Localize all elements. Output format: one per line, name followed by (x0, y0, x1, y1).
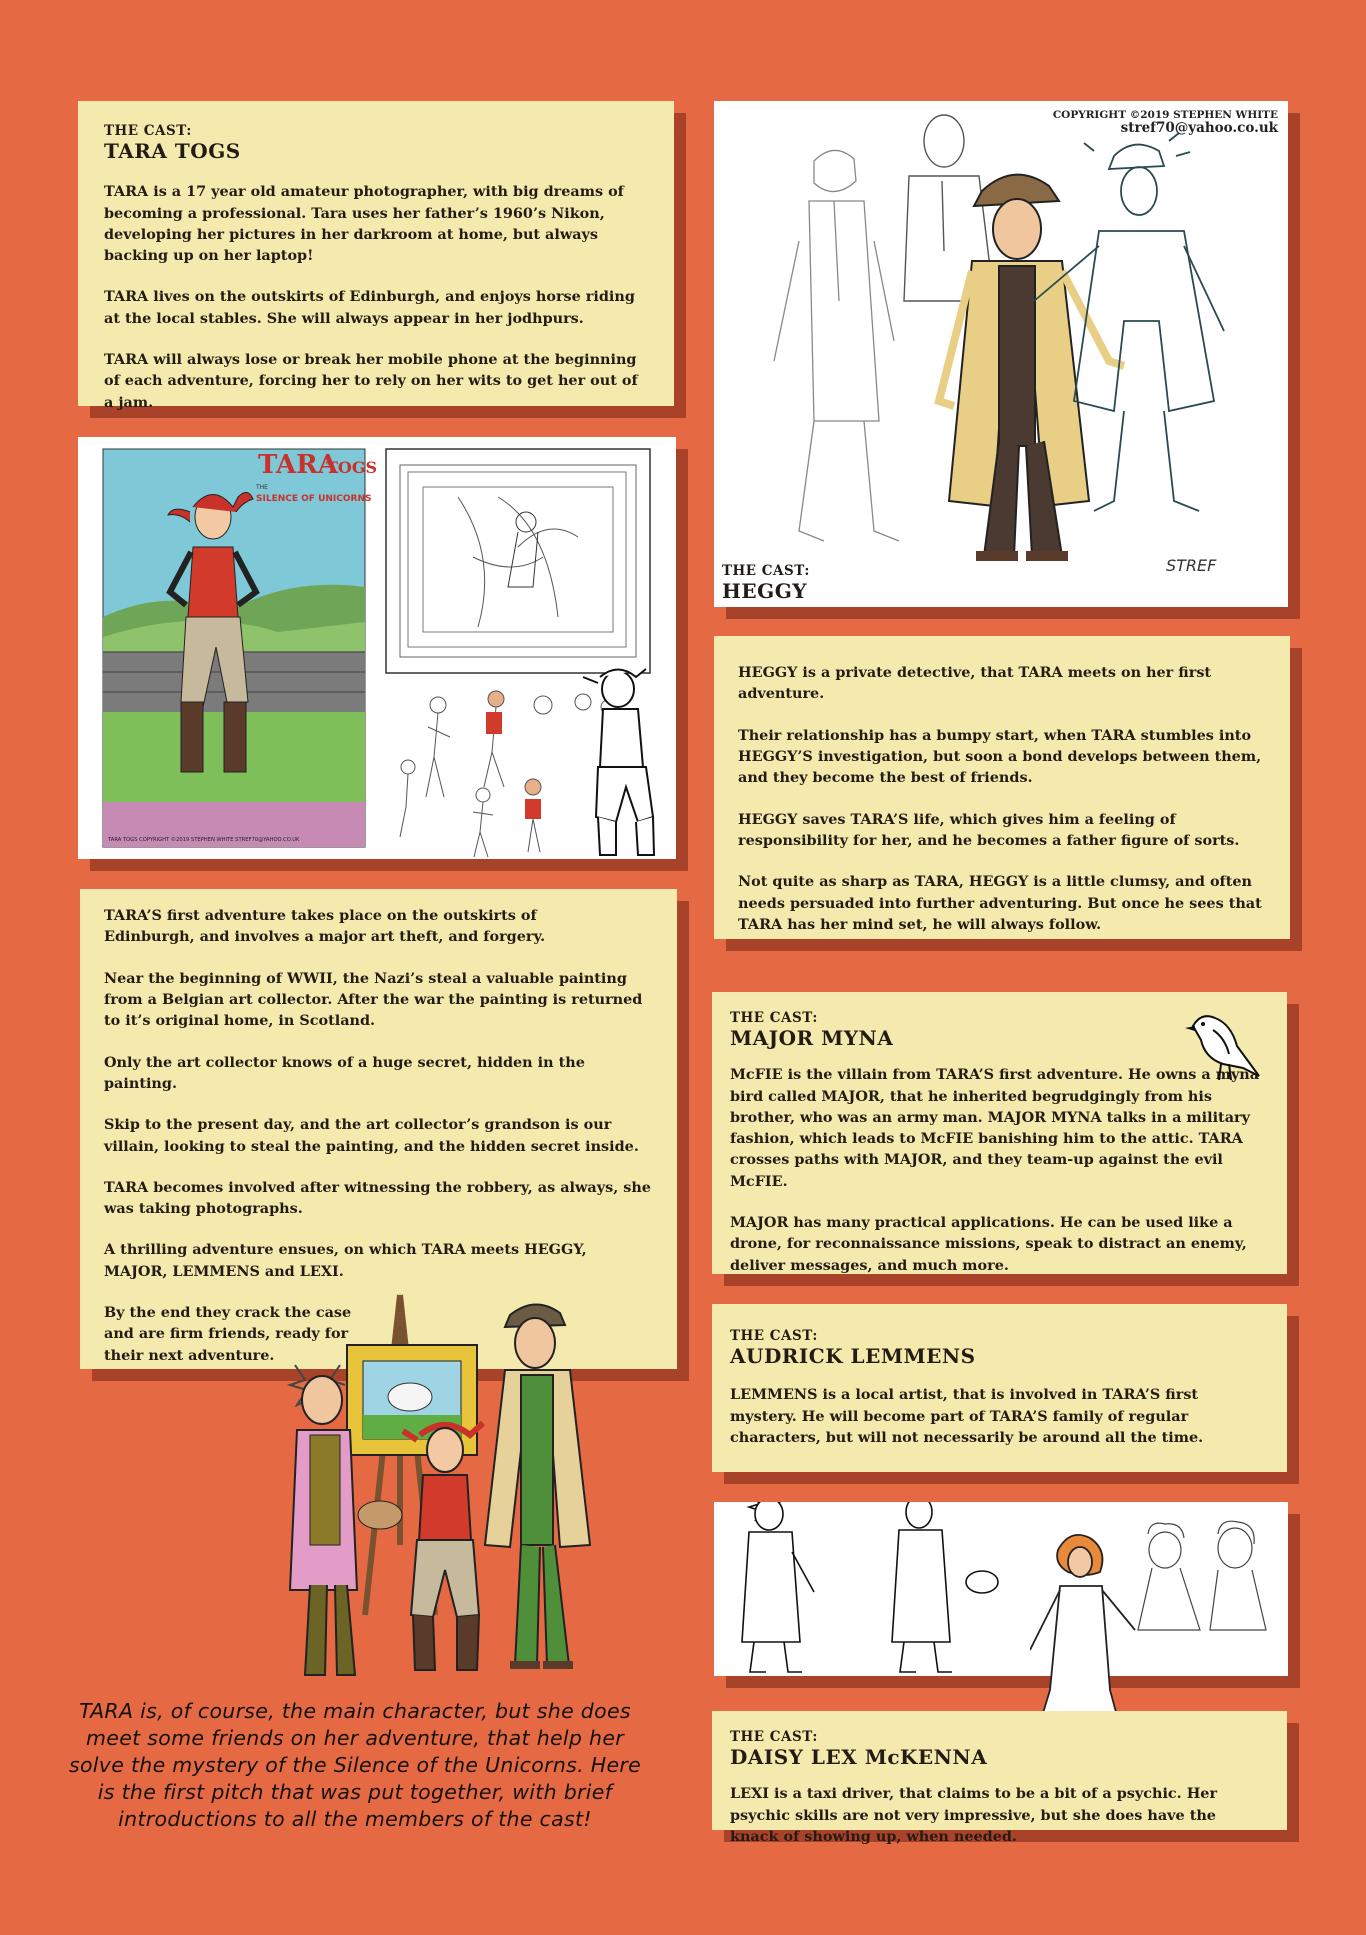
book-cover (103, 449, 377, 847)
group-illustration (285, 1285, 645, 1690)
paragraph: TARA is a 17 year old amateur photographer, with big dreams of becoming a professional. Tara uses her father’s 1960’s Nikon, developing her pictures in her darkroom at home, but always backing up on her laptop! (104, 183, 624, 265)
paragraph: Skip to the present day, and the art collector’s grandson is our villain, looking to steal the painting, and the hidden secret inside. (104, 1116, 639, 1155)
paragraph: Their relationship has a bumpy start, when TARA stumbles into HEGGY’S investigation, but soon a bond develops between them, and they become the best of friends. (738, 726, 1262, 787)
cover-subtitle-the: THE (256, 484, 268, 491)
heggy-panel (714, 101, 1288, 607)
lemmens-card (712, 1304, 1287, 1472)
copyright-email: stref70@yahoo.co.uk (1120, 120, 1278, 137)
heggy-colour-figure (939, 175, 1124, 556)
paragraph: Only the art collector knows of a huge secret, hidden in the painting. (104, 1053, 585, 1092)
cover-footer: TARA TOGS COPYRIGHT ©2019 STEPHEN WHITE STREF70@YAHOO.CO.UK (108, 837, 300, 843)
character-sketches (400, 691, 615, 857)
paragraph: TARA will always lose or break her mobile phone at the beginning of each adventure, forcing her to rely on her wits to get her out of a jam. (104, 351, 638, 411)
cast-name: MAJOR MYNA (730, 1026, 894, 1051)
paragraph: Near the beginning of WWII, the Nazi’s steal a valuable painting from a Belgian art collector. After the war the painting is returned to it’s original home, in Scotland. (104, 969, 643, 1030)
heggy-pencil-sketch (774, 150, 899, 541)
cast-name: TARA TOGS (104, 139, 241, 164)
cast-label: THE CAST: (730, 1010, 818, 1026)
tara-togs-card (78, 101, 674, 411)
cast-name: HEGGY (722, 579, 808, 603)
tara-art-illustration (78, 437, 676, 859)
painting-sketch (386, 449, 650, 673)
paragraph: HEGGY saves TARA’S life, which gives him a feeling of responsibility for her, and he becomes a father figure of sorts. (738, 810, 1240, 849)
artist-signature: STREF (1166, 556, 1217, 575)
myna-bird-icon (1183, 1004, 1265, 1084)
cover-title-togs: TOGS (326, 458, 378, 477)
tara-line-art (583, 669, 654, 855)
paragraph: TARA becomes involved after witnessing the robbery, as always, she was taking photographs. (104, 1178, 651, 1218)
intro-caption: TARA is, of course, the main character, but she does meet some friends on her adventure, that help her solve the mystery of the Silence of the Unicorns. Here is the first pitch that was put together, with brief introductions to all the members of the cast! (68, 1699, 642, 1832)
cast-label: THE CAST: (722, 562, 810, 579)
cast-label: THE CAST: (730, 1328, 818, 1344)
copyright (1053, 109, 1278, 137)
lexi-card (712, 1711, 1287, 1845)
paragraph: MAJOR has many practical applications. He can be used like a drone, for reconnaissance missions, speak to distract an enemy, deliver messages, and much more. (730, 1214, 1247, 1274)
major-myna-card (712, 992, 1287, 1274)
cover-title-tara: TARA (258, 450, 338, 480)
copyright-line: COPYRIGHT ©2019 STEPHEN WHITE (1052, 109, 1278, 121)
paragraph: HEGGY is a private detective, that TARA meets on her first adventure. (738, 664, 1212, 703)
paragraph: A thrilling adventure ensues, on which TARA meets HEGGY, MAJOR, LEMMENS and LEXI. (104, 1241, 587, 1280)
cast-name: DAISY LEX McKENNA (730, 1745, 988, 1770)
tara-art-panel (78, 437, 676, 859)
paragraph: By the end they crack the case and are firm friends, ready for their next adventure. (104, 1304, 352, 1364)
paragraph: LEMMENS is a local artist, that is involved in TARA’S first mystery. He will become part of TARA’S family of regular characters, but will not necessarily be around all the time. (730, 1386, 1204, 1446)
paragraph: TARA’S first adventure takes place on the outskirts of Edinburgh, and involves a major art theft, and forgery. (104, 907, 546, 946)
cover-subtitle: SILENCE OF UNICORNS (256, 494, 372, 504)
cast-name: AUDRICK LEMMENS (730, 1344, 976, 1369)
paragraph: LEXI is a taxi driver, that claims to be a bit of a psychic. Her psychic skills are not very impressive, but she does have the knack of showing up, when needed. (730, 1785, 1218, 1845)
paragraph: Not quite as sharp as TARA, HEGGY is a little clumsy, and often needs persuaded into further adventuring. But once he sees that TARA has her mind set, he will always follow. (738, 873, 1262, 933)
heggy-card (714, 636, 1290, 939)
cast-label: THE CAST: (104, 123, 192, 139)
paragraph: TARA lives on the outskirts of Edinburgh, and enjoys horse riding at the local stables. She will always appear in her jodhpurs. (104, 288, 635, 327)
cast-label: THE CAST: (730, 1729, 818, 1745)
heggy-illustration (714, 101, 1288, 607)
paragraph: McFIE is the villain from TARA’S first adventure. He owns a myna bird called MAJOR, that he inherited begrudgingly from his brother, who was an army man. MAJOR MYNA talks in a military fashion, which leads to McFIE banishing him to the attic. TARA crosses paths with MAJOR, and they team-up against the evil McFIE. (730, 1066, 1260, 1190)
heggy-cast-label (722, 563, 810, 603)
